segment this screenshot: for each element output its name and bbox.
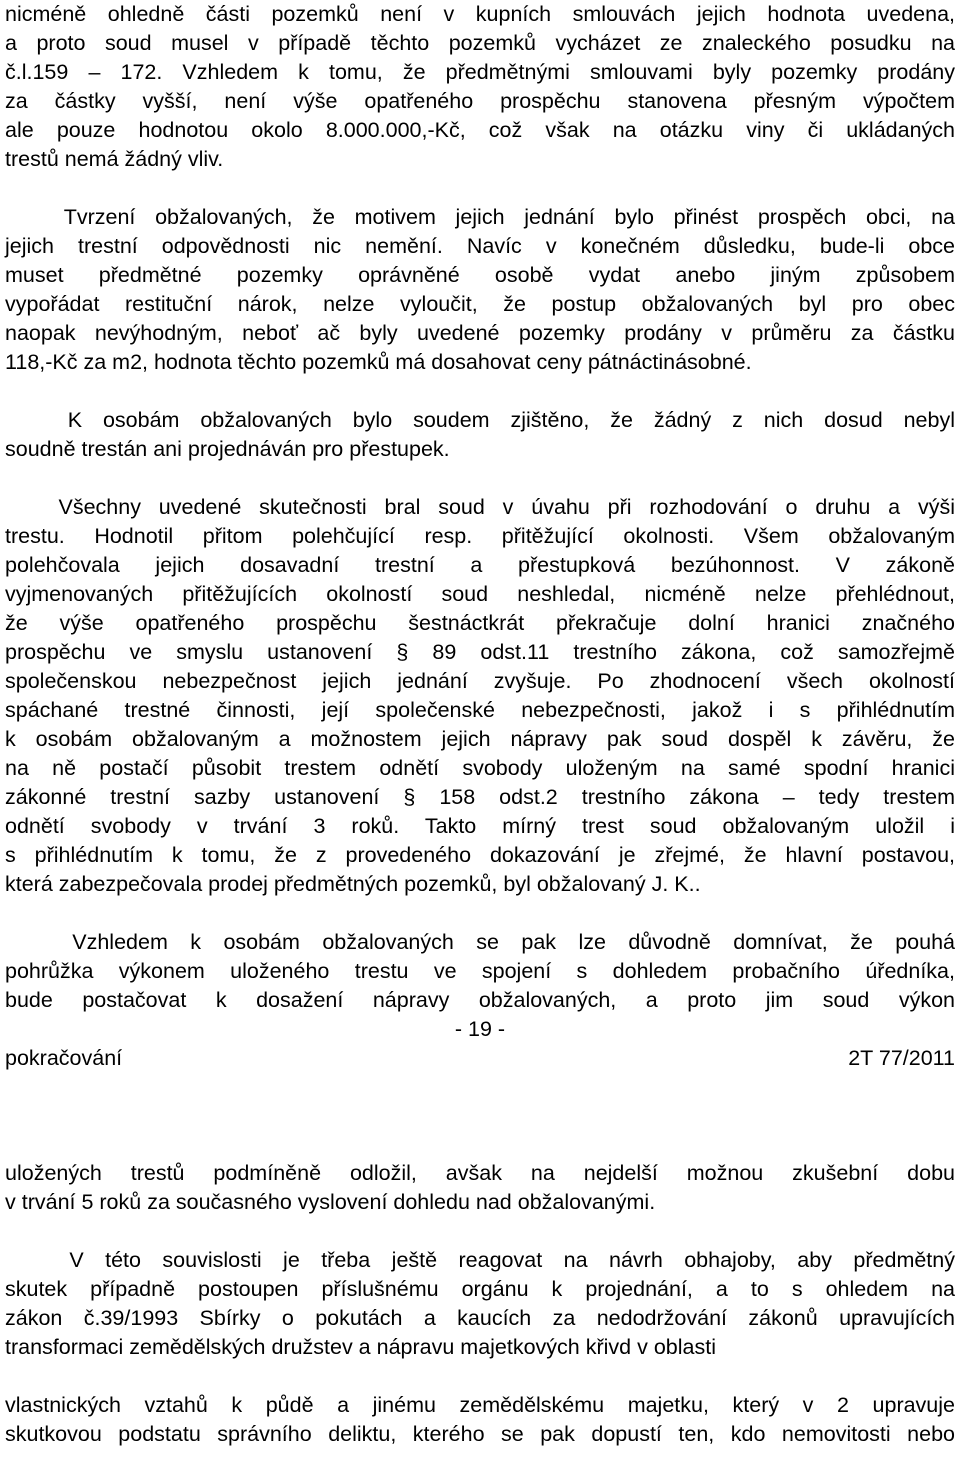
text-line: za částky vyšší, není výše opatřeného prospěchu stanovena přesným výpočtem (5, 89, 955, 113)
text-line: v trvání 5 roků za současného vyslovení dohledu nad obžalovanými. (5, 1190, 656, 1214)
continuation-label: pokračování (5, 1046, 123, 1070)
text-line: vlastnických vztahů k půdě a jinému zemědělskému majetku, který v 2 upravuje (5, 1393, 955, 1417)
paragraph (5, 928, 955, 1015)
paragraph-gap (5, 174, 955, 203)
text-line: na ně postačí působit trestem odnětí svobody uloženým na samé spodní hranici (5, 756, 955, 780)
paragraph-gap (5, 377, 955, 406)
page-number: - 19 - (454, 1017, 506, 1041)
text-line: Tvrzení obžalovaných, že motivem jejich jednání bylo přinést prospěch obci, na (5, 205, 955, 229)
paragraph (5, 0, 955, 174)
text-line: spáchané trestné činnosti, její společenské nebezpečnosti, jakož i s přihlédnutím (5, 698, 955, 722)
text-line: která zabezpečovala prodej předmětných pozemků, byl obžalovaný J. K.. (5, 872, 701, 896)
page-footer (5, 1044, 955, 1073)
text-line: prospěchu ve smyslu ustanovení § 89 odst.11 trestního zákona, což samozřejmě (5, 640, 955, 664)
text-line: skutkovou podstatu správního deliktu, kterého se pak dopustí ten, kdo nemovitosti nebo (5, 1422, 955, 1446)
text-line: pohrůžka výkonem uloženého trestu ve spojení s dohledem probačního úředníka, (5, 959, 955, 983)
text-line: vyjmenovaných přitěžujících okolností soud neshledal, nicméně nelze přehlédnout, (5, 582, 955, 606)
text-line: nicméně ohledně části pozemků není v kupních smlouvách jejich hodnota uvedena, (5, 2, 955, 26)
text-line: polehčovala jejich dosavadní trestní a přestupková bezúhonnost. V zákoně (5, 553, 955, 577)
text-line: K osobám obžalovaných bylo soudem zjištěno, že žádný z nich dosud nebyl (5, 408, 955, 432)
text-line: muset předmětné pozemky oprávněné osobě vydat anebo jiným způsobem (5, 263, 955, 287)
paragraph (5, 493, 955, 899)
paragraph (5, 203, 955, 377)
text-line: soudně trestán ani projednáván pro přestupek. (5, 437, 450, 461)
paragraph-gap (5, 1362, 955, 1391)
paragraph-gap (5, 1217, 955, 1246)
text-line: že výše opatřeného prospěchu šestnáctkrát překračuje dolní hranici značného (5, 611, 955, 635)
text-line: s přihlédnutím k tomu, že z provedeného dokazování je zřejmé, že hlavní postavou, (5, 843, 955, 867)
text-line: 118,-Kč za m2, hodnota těchto pozemků má dosahovat ceny pátnáctinásobné. (5, 350, 752, 374)
paragraph (5, 406, 955, 464)
text-line: transformaci zemědělských družstev a nápravu majetkových křivd v oblasti (5, 1335, 716, 1359)
text-line: V této souvislosti je třeba ještě reagovat na návrh obhajoby, aby předmětný (5, 1248, 955, 1272)
text-line: skutek případně postoupen příslušnému orgánu k projednání, a to s ohledem na (5, 1277, 955, 1301)
text-line: vypořádat restituční nárok, nelze vyloučit, že postup obžalovaných byl pro obec (5, 292, 955, 316)
page-break (5, 1073, 955, 1159)
text-line: Všechny uvedené skutečnosti bral soud v úvahu při rozhodování o druhu a výši (5, 495, 955, 519)
text-line: naopak nevýhodným, neboť ač byly uvedené pozemky prodány v průměru za částku (5, 321, 955, 345)
text-line: zákonné trestní sazby ustanovení § 158 odst.2 trestního zákona – tedy trestem (5, 785, 955, 809)
text-line: zákon č.39/1993 Sbírky o pokutách a kaucích za nedodržování zákonů upravujících (5, 1306, 955, 1330)
text-line: k osobám obžalovaným a možnostem jejich nápravy pak soud dospěl k závěru, že (5, 727, 955, 751)
paragraph-gap (5, 464, 955, 493)
paragraph (5, 1246, 955, 1362)
text-line: a proto soud musel v případě těchto pozemků vycházet ze znaleckého posudku na (5, 31, 955, 55)
paragraph-gap (5, 899, 955, 928)
text-line: jejich trestní odpovědnosti nic nemění. Navíc v konečném důsledku, bude-li obce (5, 234, 955, 258)
text-line: společenskou nebezpečnost jejich jednání zvyšuje. Po zhodnocení všech okolností (5, 669, 955, 693)
text-line: Vzhledem k osobám obžalovaných se pak lze důvodně domnívat, že pouhá (5, 930, 955, 954)
text-line: trestu. Hodnotil přitom polehčující resp. přitěžující okolnosti. Všem obžalovaným (5, 524, 955, 548)
text-line: ale pouze hodnotou okolo 8.000.000,-Kč, což však na otázku viny či ukládaných (5, 118, 955, 142)
paragraph (5, 1391, 955, 1449)
text-line: bude postačovat k dosažení nápravy obžalovaných, a proto jim soud výkon (5, 988, 955, 1012)
text-line: odnětí svobody v trvání 3 roků. Takto mírný trest soud obžalovaným uložil i (5, 814, 955, 838)
text-line: uložených trestů podmíněně odložil, avšak na nejdelší možnou zkušební dobu (5, 1161, 955, 1185)
text-line: trestů nemá žádný vliv. (5, 147, 224, 171)
text-line: č.l.159 – 172. Vzhledem k tomu, že předmětnými smlouvami byly pozemky prodány (5, 60, 955, 84)
paragraph (5, 1159, 955, 1217)
document-page (5, 0, 955, 1449)
case-number: 2T 77/2011 (848, 1046, 955, 1070)
